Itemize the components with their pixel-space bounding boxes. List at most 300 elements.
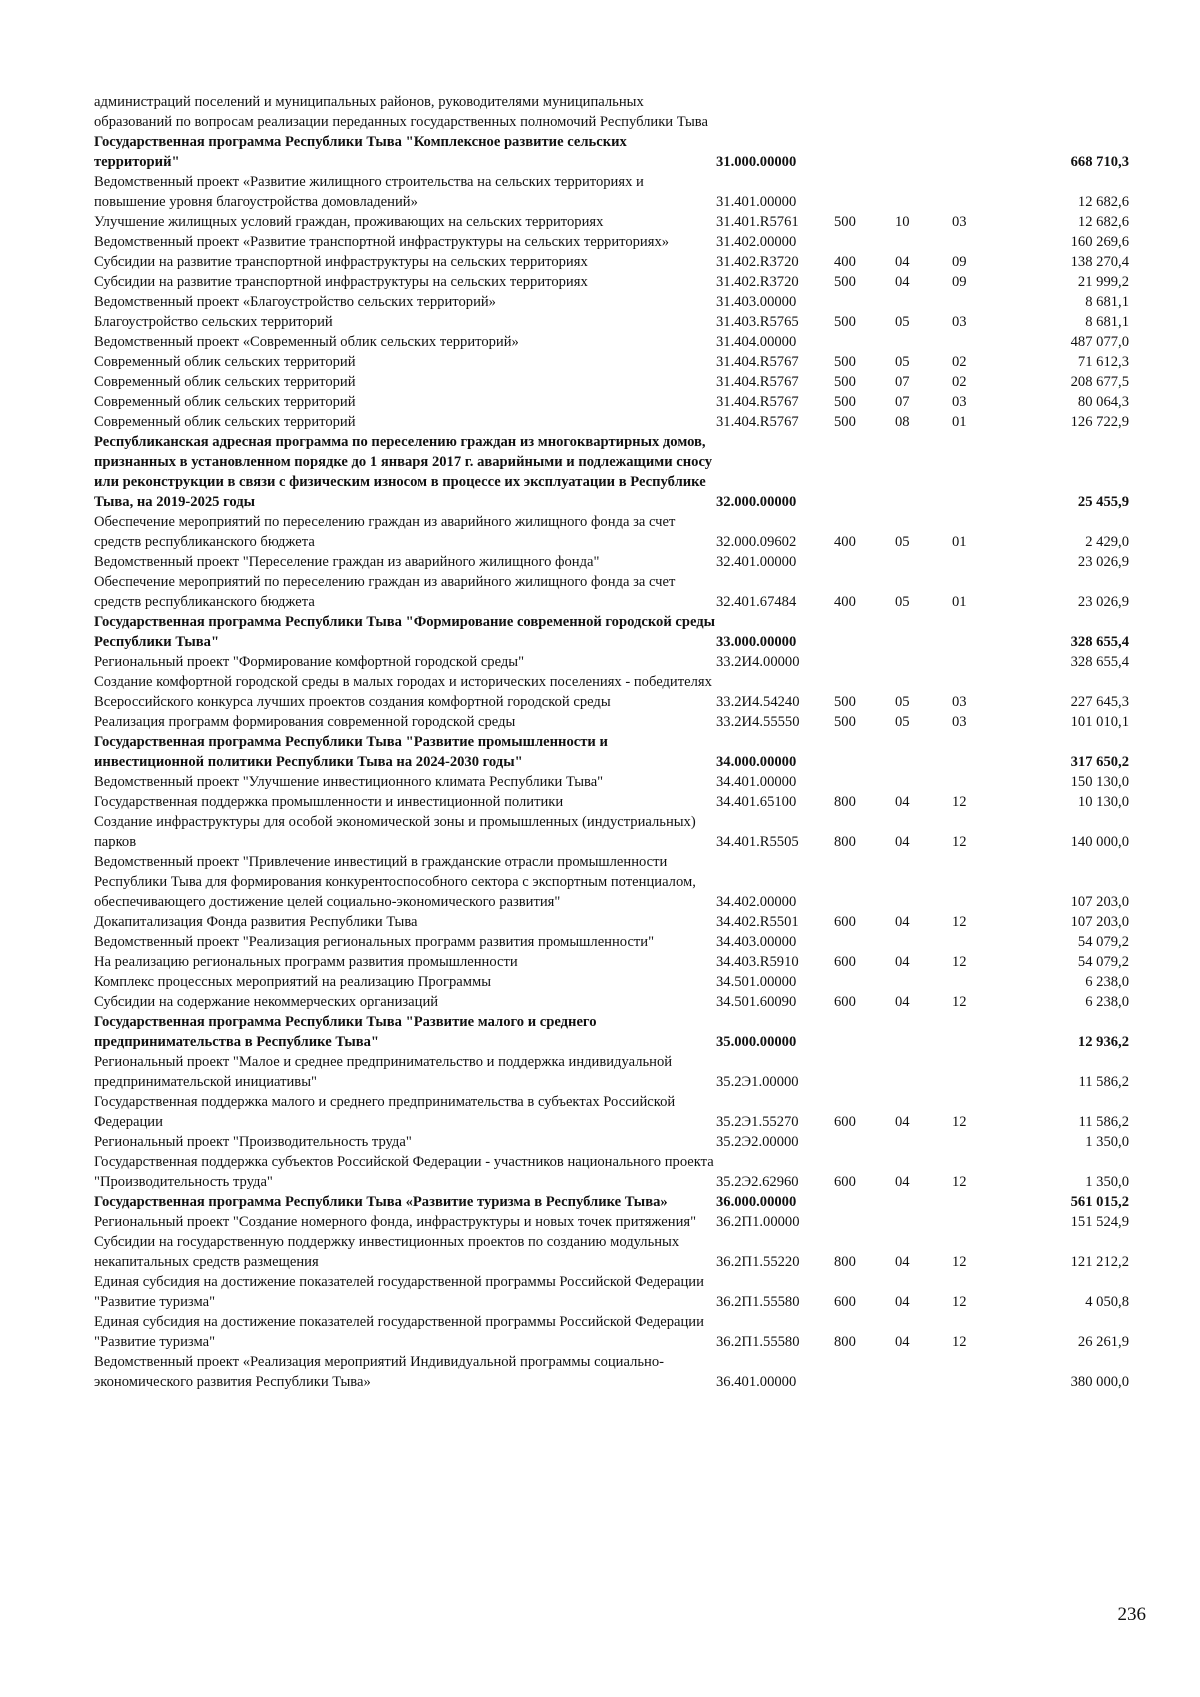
row-pr [952,1192,1023,1212]
row-vr [834,292,895,312]
row-rz [895,612,952,652]
row-rz [895,732,952,772]
row-vr: 500 [834,414,856,430]
row-sum: 12 682,6 [1077,214,1129,230]
table-row [94,252,1129,272]
row-sum: 12 682,6 [1077,194,1129,210]
row-code: 31.401.R5761 [716,214,799,230]
row-vr [834,1012,895,1052]
table-row [94,1052,1129,1092]
budget-table-body [94,92,1129,1392]
row-pr [952,132,1023,172]
table-row [94,912,1129,932]
row-rz [895,552,952,572]
row-vr [834,852,895,912]
row-name: Региональный проект "Формирование комфортной городской среды" [94,654,525,670]
row-vr [834,972,895,992]
row-rz: 04 [895,1174,910,1190]
row-pr [952,552,1023,572]
row-name: Субсидии на развитие транспортной инфраструктуры на сельских территориях [94,274,588,290]
row-vr: 500 [834,354,856,370]
row-code: 31.404.00000 [716,334,797,350]
row-vr: 800 [834,794,856,810]
table-row [94,312,1129,332]
row-vr: 400 [834,254,856,270]
row-code: 31.404.R5767 [716,394,799,410]
row-pr: 03 [952,314,967,330]
row-vr: 800 [834,834,856,850]
row-code: 36.2П1.55580 [716,1334,800,1350]
row-rz [895,772,952,792]
row-code: 36.2П1.55220 [716,1254,800,1270]
row-sum: 487 077,0 [1070,334,1129,350]
row-vr: 500 [834,314,856,330]
table-row [94,132,1129,172]
table-row [94,1152,1129,1192]
row-pr [952,292,1023,312]
row-name: Ведомственный проект «Развитие транспортной инфраструктуры на сельских территориях» [94,234,670,250]
table-row [94,352,1129,372]
row-pr [952,1352,1023,1392]
row-name: Благоустройство сельских территорий [94,314,333,330]
row-name: Современный облик сельских территорий [94,414,356,430]
row-name: Современный облик сельских территорий [94,374,356,390]
row-code: 31.401.00000 [716,194,797,210]
row-name: Создание инфраструктуры для особой экономической зоны и промышленных (индустриальных) парков [94,814,696,850]
row-sum: 4 050,8 [1085,1294,1129,1310]
row-rz [895,972,952,992]
row-rz [895,1192,952,1212]
row-sum: 140 000,0 [1070,834,1129,850]
row-vr: 500 [834,394,856,410]
row-name: Докапитализация Фонда развития Республики Тыва [94,914,418,930]
row-code: 34.401.65100 [716,794,797,810]
row-vr: 600 [834,1294,856,1310]
row-pr [952,772,1023,792]
row-name: Комплекс процессных мероприятий на реализацию Программы [94,974,492,990]
row-code: 34.402.R5501 [716,914,799,930]
row-pr [952,732,1023,772]
table-row [94,1192,1129,1212]
row-name: Региональный проект "Создание номерного фонда, инфраструктуры и новых точек притяжения" [94,1214,697,1230]
row-vr [834,1212,895,1232]
row-name: Единая субсидия на достижение показателей государственной программы Российской Федерации "Развитие туризма" [94,1274,704,1310]
row-name: Региональный проект "Производительность труда" [94,1134,412,1150]
row-name: Ведомственный проект «Современный облик сельских территорий» [94,334,519,350]
row-rz [895,1212,952,1232]
table-row [94,732,1129,772]
table-row [94,1212,1129,1232]
row-pr: 12 [952,1174,967,1190]
row-vr: 600 [834,1114,856,1130]
row-rz [895,652,952,672]
row-code: 34.501.00000 [716,974,797,990]
row-vr [834,232,895,252]
row-rz: 05 [895,714,910,730]
row-code: 36.401.00000 [716,1374,797,1390]
row-code: 34.501.60090 [716,994,797,1010]
row-sum: 107 203,0 [1070,894,1129,910]
row-code: 34.402.00000 [716,894,797,910]
row-pr: 01 [952,414,967,430]
table-row [94,232,1129,252]
row-vr [834,652,895,672]
row-rz [895,1052,952,1092]
table-row [94,932,1129,952]
row-vr [834,1352,895,1392]
row-name: Субсидии на содержание некоммерческих организаций [94,994,439,1010]
row-vr [834,1132,895,1152]
table-row [94,1012,1129,1052]
row-name: Субсидии на развитие транспортной инфраструктуры на сельских территориях [94,254,588,270]
row-sum: 227 645,3 [1070,694,1129,710]
row-vr [834,332,895,352]
table-row [94,172,1129,212]
row-pr: 01 [952,534,967,550]
row-code: 35.2Э2.00000 [716,1134,799,1150]
row-vr [834,92,895,132]
row-code: 32.401.00000 [716,554,797,570]
row-pr: 03 [952,394,967,410]
row-pr: 12 [952,994,967,1010]
row-vr: 400 [834,594,856,610]
row-vr [834,432,895,512]
row-rz: 04 [895,914,910,930]
row-sum: 2 429,0 [1085,534,1129,550]
row-sum: 80 064,3 [1077,394,1129,410]
row-sum: 121 212,2 [1070,1254,1129,1270]
row-name: Ведомственный проект «Благоустройство сельских территорий» [94,294,496,310]
table-row [94,1352,1129,1392]
row-code: 31.404.R5767 [716,374,799,390]
row-pr [952,172,1023,212]
row-sum: 101 010,1 [1070,714,1129,730]
row-rz [895,232,952,252]
row-vr [834,612,895,652]
row-vr [834,172,895,212]
row-rz [895,292,952,312]
budget-table-page [94,92,1129,1392]
row-rz: 05 [895,354,910,370]
row-name: Государственная программа Республики Тыва "Развитие промышленности и инвестиционной политики Республики Тыва на 2024-2030 годы" [94,734,608,770]
row-vr [834,932,895,952]
row-rz [895,92,952,132]
table-row [94,672,1129,712]
row-rz [895,1352,952,1392]
row-sum: 12 936,2 [1077,1034,1129,1050]
table-row [94,992,1129,1012]
row-pr [952,1212,1023,1232]
row-name: Обеспечение мероприятий по переселению граждан из аварийного жилищного фонда за счет средств республиканского бюджета [94,514,676,550]
row-name: Ведомственный проект "Переселение граждан из аварийного жилищного фонда" [94,554,600,570]
row-name: Ведомственный проект "Привлечение инвестиций в гражданские отрасли промышленности Республики Тыва для формирования конкурентоспособного сектора с экспортным потенциалом, обеспечивающего достижение целей социально-экономического развития" [94,854,696,910]
row-name: Ведомственный проект «Развитие жилищного строительства на сельских территориях и повышение уровня благоустройства домовладений» [94,174,644,210]
row-pr: 12 [952,794,967,810]
row-sum: 126 722,9 [1070,414,1129,430]
row-code [716,92,834,132]
row-name: Обеспечение мероприятий по переселению граждан из аварийного жилищного фонда за счет средств республиканского бюджета [94,574,676,610]
row-code: 31.403.00000 [716,294,797,310]
row-sum: 317 650,2 [1070,754,1129,770]
row-sum: 208 677,5 [1070,374,1129,390]
row-code: 32.000.00000 [716,494,797,510]
row-pr: 01 [952,594,967,610]
row-code: 34.403.R5910 [716,954,799,970]
row-name: Государственная программа Республики Тыва «Развитие туризма в Республике Тыва» [94,1194,668,1210]
table-row [94,552,1129,572]
row-sum: 23 026,9 [1077,554,1129,570]
row-pr: 02 [952,374,967,390]
row-rz: 04 [895,794,910,810]
row-sum: 8 681,1 [1085,294,1129,310]
row-pr [952,932,1023,952]
row-code: 35.2Э1.00000 [716,1074,799,1090]
row-rz: 04 [895,1114,910,1130]
row-vr: 600 [834,914,856,930]
row-vr: 800 [834,1334,856,1350]
row-rz: 07 [895,394,910,410]
row-name: Региональный проект "Малое и среднее предпринимательство и поддержка индивидуальной предпринимательской инициативы" [94,1054,673,1090]
row-sum: 160 269,6 [1070,234,1129,250]
table-row [94,512,1129,552]
row-rz [895,132,952,172]
row-code: 31.402.R3720 [716,254,799,270]
row-code: 34.403.00000 [716,934,797,950]
row-pr: 12 [952,914,967,930]
row-vr: 600 [834,994,856,1010]
row-pr: 12 [952,1294,967,1310]
row-sum: 11 586,2 [1078,1114,1129,1130]
row-vr [834,1052,895,1092]
row-pr: 09 [952,274,967,290]
table-row [94,1312,1129,1352]
row-sum: 150 130,0 [1070,774,1129,790]
row-sum: 138 270,4 [1070,254,1129,270]
row-rz: 04 [895,1254,910,1270]
row-pr: 12 [952,954,967,970]
row-code: 33.000.00000 [716,634,797,650]
row-sum: 54 079,2 [1077,934,1129,950]
row-rz [895,1132,952,1152]
row-vr [834,1192,895,1212]
row-name: Ведомственный проект "Улучшение инвестиционного климата Республики Тыва" [94,774,604,790]
row-pr [952,92,1023,132]
row-rz [895,852,952,912]
row-sum: 107 203,0 [1070,914,1129,930]
row-sum: 25 455,9 [1077,494,1129,510]
row-vr: 800 [834,1254,856,1270]
row-rz [895,932,952,952]
row-rz [895,172,952,212]
row-name: Ведомственный проект «Реализация мероприятий Индивидуальной программы социально-экономического развития Республики Тыва» [94,1354,664,1390]
row-rz: 04 [895,834,910,850]
table-row [94,1092,1129,1132]
row-rz: 05 [895,534,910,550]
table-row [94,292,1129,312]
row-code: 32.401.67484 [716,594,797,610]
row-name: Единая субсидия на достижение показателей государственной программы Российской Федерации "Развитие туризма" [94,1314,704,1350]
table-row [94,712,1129,732]
row-name: Реализация программ формирования современной городской среды [94,714,516,730]
row-pr: 03 [952,714,967,730]
row-pr [952,612,1023,652]
row-rz: 04 [895,274,910,290]
row-sum: 151 524,9 [1070,1214,1129,1230]
row-pr [952,1052,1023,1092]
row-pr: 03 [952,694,967,710]
row-pr [952,852,1023,912]
row-rz [895,332,952,352]
row-name: Государственная поддержка субъектов Российской Федерации - участников национального проекта "Производительность труда" [94,1154,714,1190]
row-code: 31.403.R5765 [716,314,799,330]
row-code: 35.2Э1.55270 [716,1114,799,1130]
table-row [94,972,1129,992]
row-sum: 11 586,2 [1078,1074,1129,1090]
table-row [94,572,1129,612]
table-row [94,1132,1129,1152]
row-pr: 12 [952,834,967,850]
row-vr [834,772,895,792]
table-row [94,612,1129,652]
table-row [94,432,1129,512]
row-code: 34.401.00000 [716,774,797,790]
row-rz: 04 [895,954,910,970]
table-row [94,212,1129,232]
row-sum: 23 026,9 [1077,594,1129,610]
row-name: Государственная поддержка малого и среднего предпринимательства в субъектах Российской Федерации [94,1094,676,1130]
row-name: Современный облик сельских территорий [94,354,356,370]
row-vr: 400 [834,534,856,550]
row-sum [1023,92,1129,132]
row-vr: 500 [834,714,856,730]
row-sum: 1 350,0 [1085,1174,1129,1190]
table-row [94,392,1129,412]
row-sum: 26 261,9 [1077,1334,1129,1350]
row-code: 35.2Э2.62960 [716,1174,799,1190]
row-pr [952,332,1023,352]
table-row [94,1232,1129,1272]
table-row [94,652,1129,672]
row-rz [895,1012,952,1052]
table-row [94,852,1129,912]
row-vr [834,552,895,572]
row-pr [952,432,1023,512]
row-name: Государственная программа Республики Тыва "Комплексное развитие сельских территорий" [94,134,627,170]
row-pr: 12 [952,1334,967,1350]
row-pr: 12 [952,1114,967,1130]
row-name: Субсидии на государственную поддержку инвестиционных проектов по созданию модульных некапитальных средств размещения [94,1234,680,1270]
row-sum: 328 655,4 [1070,654,1129,670]
row-sum: 71 612,3 [1077,354,1129,370]
row-code: 34.000.00000 [716,754,797,770]
row-name: Ведомственный проект "Реализация региональных программ развития промышленности" [94,934,655,950]
row-code: 33.2И4.00000 [716,654,800,670]
row-code: 34.401.R5505 [716,834,799,850]
row-name: Улучшение жилищных условий граждан, проживающих на сельских территориях [94,214,604,230]
row-sum: 561 015,2 [1070,1194,1129,1210]
row-rz: 04 [895,1334,910,1350]
row-name: Республиканская адресная программа по переселению граждан из многоквартирных домов, признанных в установленном порядке до 1 января 2017 г. аварийными и подлежащими сносу или реконструкции в связи с физическим износом в процессе их эксплуатации в Республике Тыва, на 2019-2025 годы [94,434,713,510]
table-row [94,372,1129,392]
row-code: 35.000.00000 [716,1034,797,1050]
row-vr: 600 [834,954,856,970]
row-name: администраций поселений и муниципальных районов, руководителями муниципальных образований по вопросам реализации переданных государственных полномочий Республики Тыва [94,94,708,130]
row-rz: 05 [895,694,910,710]
table-row [94,332,1129,352]
row-name: Современный облик сельских территорий [94,394,356,410]
row-rz: 10 [895,214,910,230]
row-vr [834,132,895,172]
row-vr: 500 [834,374,856,390]
row-pr [952,1012,1023,1052]
row-sum: 6 238,0 [1085,994,1129,1010]
row-code: 31.402.R3720 [716,274,799,290]
row-sum: 328 655,4 [1070,634,1129,650]
row-pr [952,1132,1023,1152]
row-code: 31.404.R5767 [716,414,799,430]
row-code: 31.404.R5767 [716,354,799,370]
row-name: Государственная программа Республики Тыва "Развитие малого и среднего предпринимательства в Республике Тыва" [94,1014,597,1050]
row-pr [952,652,1023,672]
row-pr [952,232,1023,252]
row-rz: 05 [895,594,910,610]
row-code: 33.2И4.55550 [716,714,800,730]
table-row [94,92,1129,132]
row-sum: 54 079,2 [1077,954,1129,970]
row-sum: 8 681,1 [1085,314,1129,330]
table-row [94,1272,1129,1312]
table-row [94,412,1129,432]
row-pr: 12 [952,1254,967,1270]
row-vr: 600 [834,1174,856,1190]
row-name: Государственная программа Республики Тыва "Формирование современной городской среды Республики Тыва" [94,614,716,650]
row-sum: 21 999,2 [1077,274,1129,290]
row-rz: 04 [895,254,910,270]
row-pr [952,972,1023,992]
table-row [94,952,1129,972]
row-sum: 380 000,0 [1070,1374,1129,1390]
row-rz: 07 [895,374,910,390]
row-sum: 10 130,0 [1077,794,1129,810]
row-name: На реализацию региональных программ развития промышленности [94,954,518,970]
row-code: 33.2И4.54240 [716,694,800,710]
table-row [94,272,1129,292]
row-code: 31.402.00000 [716,234,797,250]
table-row [94,812,1129,852]
row-vr: 500 [834,214,856,230]
row-pr: 02 [952,354,967,370]
budget-table [94,92,1129,1392]
row-code: 31.000.00000 [716,154,797,170]
row-name: Государственная поддержка промышленности и инвестиционной политики [94,794,564,810]
page-number: 236 [1117,1604,1146,1625]
row-code: 32.000.09602 [716,534,797,550]
table-row [94,772,1129,792]
table-row [94,792,1129,812]
row-pr: 09 [952,254,967,270]
row-rz: 05 [895,314,910,330]
row-rz: 04 [895,994,910,1010]
row-rz: 08 [895,414,910,430]
row-rz [895,432,952,512]
row-rz: 04 [895,1294,910,1310]
row-code: 36.2П1.55580 [716,1294,800,1310]
row-vr [834,732,895,772]
row-sum: 668 710,3 [1070,154,1129,170]
row-name: Создание комфортной городской среды в малых городах и исторических поселениях - победителях Всероссийского конкурса лучших проектов создания комфортной городской среды [94,674,712,710]
row-code: 36.2П1.00000 [716,1214,800,1230]
row-sum: 1 350,0 [1085,1134,1129,1150]
